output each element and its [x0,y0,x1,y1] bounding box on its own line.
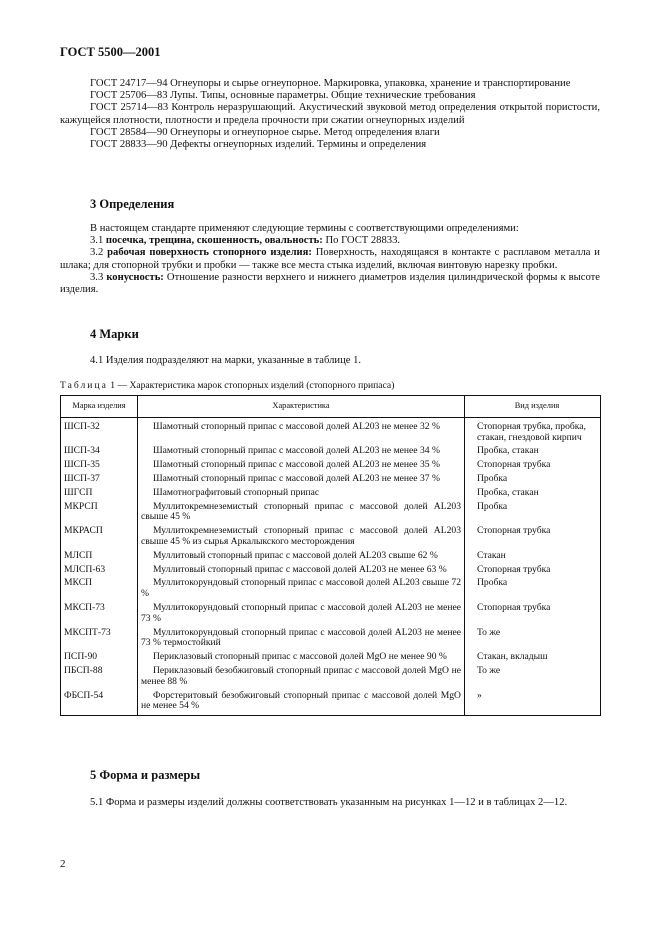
cell-type: Стакан [465,550,601,564]
cell-mark: ШГСП [61,487,138,501]
page-number: 2 [60,858,66,870]
column-header-mark: Марка изделия [61,396,138,418]
cell-mark: МКРАСП [61,525,138,550]
normative-references [60,78,600,151]
cell-mark: ШСП-35 [61,459,138,473]
cell-mark: МКСП-73 [61,602,138,627]
cell-type: Пробка, стакан [465,445,601,459]
section-3-heading: 3 Определения [90,197,175,211]
cell-characteristic: Муллитокорундовый стопорный припас с массовой долей AL203 свыше 72 % [138,577,465,602]
cell-type: Пробка [465,577,601,602]
cell-characteristic: Шамотный стопорный припас с массовой долей AL203 не менее 37 % [138,473,465,487]
cell-type: Пробка [465,473,601,487]
cell-characteristic: Муллитокорундовый стопорный припас с массовой долей AL203 не менее 73 % [138,602,465,627]
cell-characteristic: Муллитовый стопорный припас с массовой долей AL203 не менее 63 % [138,564,465,578]
cell-characteristic: Шамотный стопорный припас с массовой долей AL203 не менее 35 % [138,459,465,473]
section-4-text: 4.1 Изделия подразделяют на марки, указанные в таблице 1. [90,355,362,366]
cell-characteristic: Муллитокремнеземистый стопорный припас с массовой долей AL203 свыше 45 % [138,501,465,526]
marks-table [60,395,601,716]
section-3-intro: В настоящем стандарте применяют следующие термины с соответствующими определениями: [90,223,519,234]
table-row [61,459,601,473]
cell-characteristic: Шамотнографитовый стопорный припас [138,487,465,501]
table-row [61,602,601,627]
definition-3-3: 3.3 конусность: Отношение разности верхнего и нижнего диаметров изделия цилиндрической формы к высоте изделия. [60,271,600,296]
table-caption: Таблица 1 — Характеристика марок стопорных изделий (стопорного припаса) [60,380,395,391]
cell-type: Стопорная трубка [465,525,601,550]
cell-characteristic: Шамотный стопорный припас с массовой долей AL203 не менее 34 % [138,445,465,459]
cell-type: Стопорная трубка [465,602,601,627]
cell-characteristic: Шамотный стопорный припас с массовой долей AL203 не менее 32 % [138,417,465,445]
cell-mark: МКСП [61,577,138,602]
cell-type: То же [465,627,601,652]
table-row [61,417,601,445]
cell-mark: ШСП-34 [61,445,138,459]
cell-characteristic: Муллитокорундовый стопорный припас с массовой долей AL203 не менее 73 % термостойкий [138,627,465,652]
table-row [61,525,601,550]
cell-mark: МЛСП-63 [61,564,138,578]
document-header: ГОСТ 5500—2001 [60,45,161,59]
table-body [61,417,601,715]
reference-item: ГОСТ 28584—90 Огнеупоры и огнеупорное сырье. Метод определения влаги [90,126,440,138]
cell-characteristic: Форстеритовый безобжиговый стопорный припас с массовой долей MgO не менее 54 % [138,690,465,716]
table-row [61,445,601,459]
table-row [61,690,601,716]
section-5-body [60,797,600,809]
cell-type: Стопорная трубка [465,459,601,473]
table-row [61,577,601,602]
cell-mark: ФБСП-54 [61,690,138,716]
cell-mark: МЛСП [61,550,138,564]
table-row [61,501,601,526]
cell-characteristic: Муллитокремнеземистый стопорный припас с массовой долей AL203 свыше 45 % из сырья Аркалыкского месторождения [138,525,465,550]
cell-type: То же [465,665,601,690]
table-row [61,665,601,690]
cell-characteristic: Муллитовый стопорный припас с массовой долей AL203 свыше 62 % [138,550,465,564]
cell-type: Пробка [465,501,601,526]
cell-mark: МКСПТ-73 [61,627,138,652]
definition-3-1: 3.1 посечка, трещина, скошенность, овальность: По ГОСТ 28833. [90,235,401,247]
cell-mark: МКРСП [61,501,138,526]
section-4-heading: 4 Марки [90,327,139,341]
cell-type: Стопорная трубка [465,564,601,578]
table-row [61,651,601,665]
table-row [61,473,601,487]
cell-mark: ШСП-32 [61,417,138,445]
cell-mark: ПБСП-88 [61,665,138,690]
section-5-heading: 5 Форма и размеры [90,768,201,782]
cell-type: » [465,690,601,716]
column-header-type: Вид изделия [465,396,601,418]
cell-type: Стопорная трубка, пробка, стакан, гнездовой кирпич [465,417,601,445]
reference-item: ГОСТ 25714—83 Контроль неразрушающий. Акустический звуковой метод определения открытой пористости, кажущейся плотности, плотности и предела прочности при сжатии огнеупорных изделий [60,102,600,126]
section-5-text: 5.1 Форма и размеры изделий должны соответствовать указанным на рисунках 1—12 и в таблицах 2—12. [90,797,568,808]
section-4-body [60,355,600,367]
cell-characteristic: Периклазовый безобжиговый стопорный припас с массовой долей MgO не менее 88 % [138,665,465,690]
cell-mark: ПСП-90 [61,651,138,665]
table-row [61,487,601,501]
reference-item: ГОСТ 28833—90 Дефекты огнеупорных изделий. Термины и определения [90,139,427,151]
reference-item: ГОСТ 25706—83 Лупы. Типы, основные параметры. Общие технические требования [90,90,476,102]
table-row [61,627,601,652]
reference-item: ГОСТ 24717—94 Огнеупоры и сырье огнеупорное. Маркировка, упаковка, хранение и транспортирование [90,78,571,89]
table-row [61,564,601,578]
section-3-body [60,223,600,296]
cell-mark: ШСП-37 [61,473,138,487]
column-header-characteristic: Характеристика [138,396,465,418]
cell-type: Пробка, стакан [465,487,601,501]
definition-3-2: 3.2 рабочая поверхность стопорного изделия: Поверхность, находящаяся в контакте с расплавом металла и шлака; для стопорной трубки и пробки — также все места стыка изделий, включая винтовую нарезку пробки. [60,247,600,271]
cell-characteristic: Периклазовый стопорный припас с массовой долей MgO не менее 90 % [138,651,465,665]
cell-type: Стакан, вкладыш [465,651,601,665]
table-header-row [61,396,601,418]
table-row [61,550,601,564]
